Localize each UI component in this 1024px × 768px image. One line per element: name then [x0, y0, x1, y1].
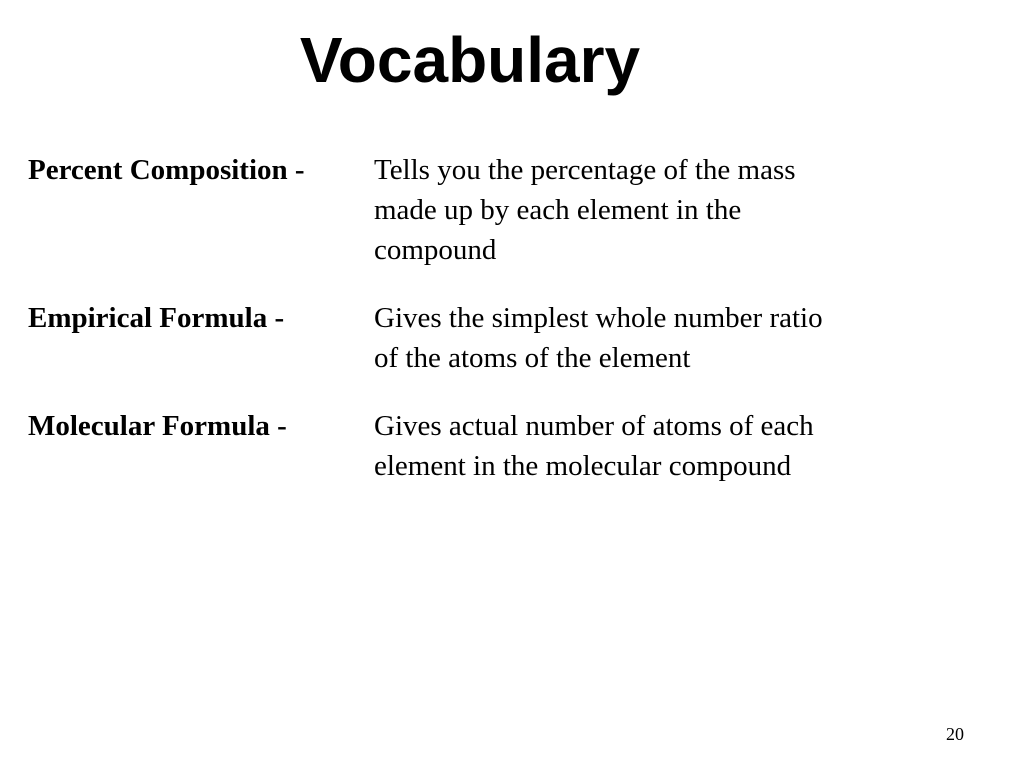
- slide-number: 20: [946, 724, 964, 744]
- vocabulary-entry-molecular-formula: [28, 406, 868, 486]
- vocabulary-list: [28, 150, 868, 514]
- vocabulary-definition: Gives actual number of atoms of each element in the molecular compound: [374, 410, 814, 482]
- vocabulary-entry-empirical-formula: [28, 298, 868, 378]
- slide-title: Vocabulary: [299, 24, 641, 96]
- vocabulary-term: Empirical Formula -: [28, 302, 285, 334]
- vocabulary-term: Percent Composition -: [28, 154, 305, 186]
- vocabulary-definition: Tells you the percentage of the mass made up by each element in the compound: [374, 154, 796, 266]
- vocabulary-term: Molecular Formula -: [28, 410, 287, 442]
- vocabulary-entry-percent-composition: [28, 150, 868, 270]
- vocabulary-definition: Gives the simplest whole number ratio of the atoms of the element: [374, 302, 823, 374]
